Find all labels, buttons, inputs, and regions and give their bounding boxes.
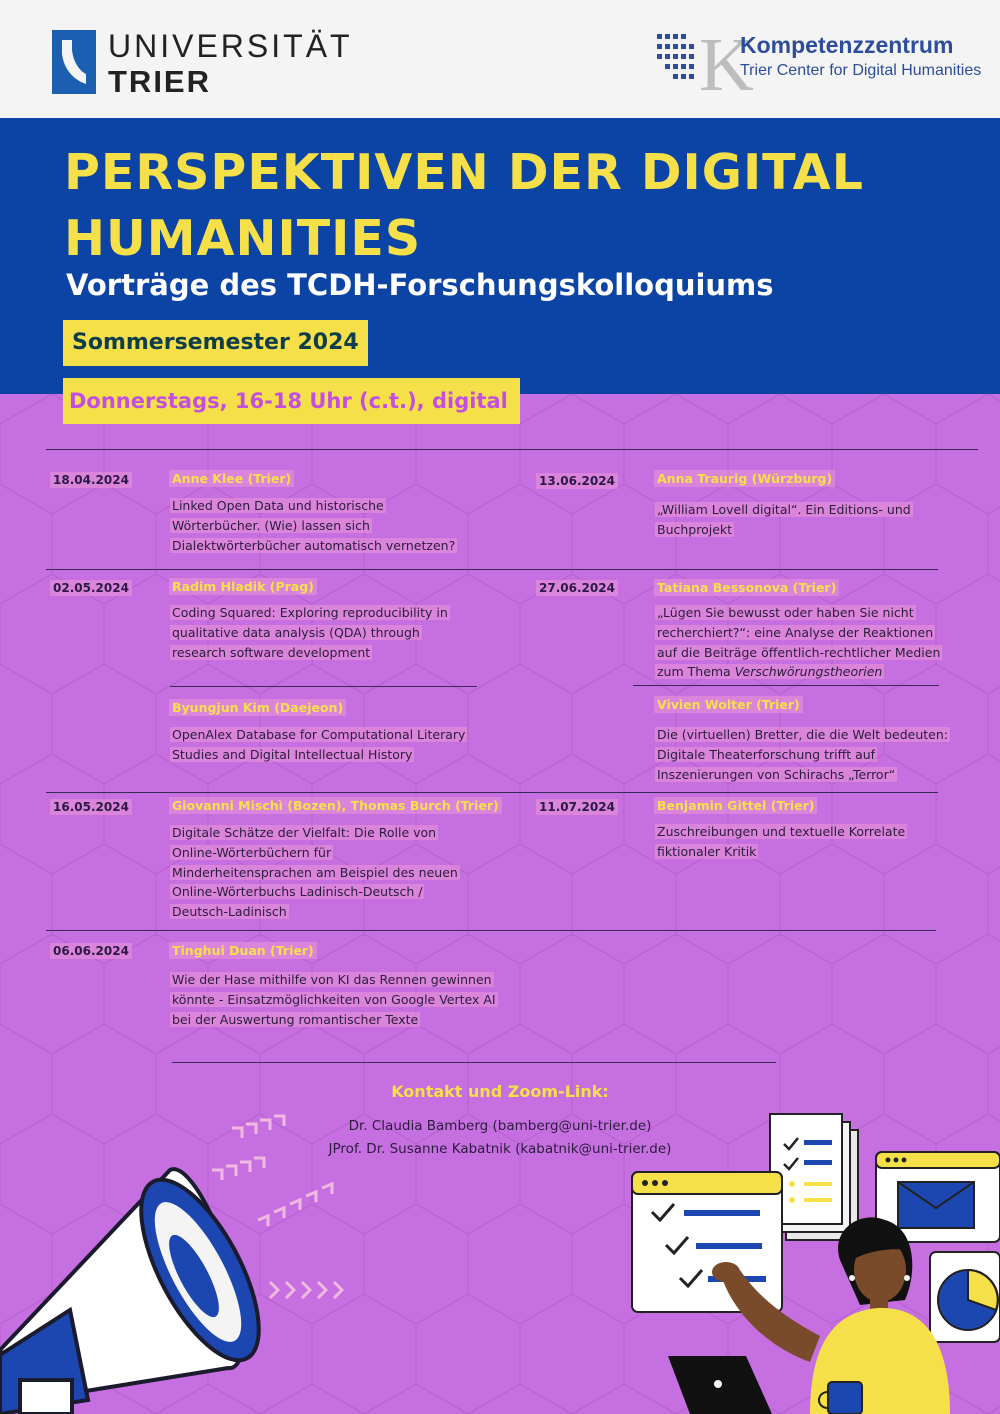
talk-title [170, 725, 467, 765]
svg-text:K: K [699, 23, 754, 107]
talk-title-prefix: zum Thema [657, 664, 735, 680]
talk-title-line: fiktionaler Kritik [657, 843, 757, 859]
divider [633, 685, 939, 686]
talk-date: 13.06.2024 [536, 473, 618, 489]
schedule-note-badge: Donnerstags, 16-18 Uhr (c.t.), digital [63, 378, 520, 424]
talk-title-line: könnte - Einsatzmöglichkeiten von Google Vertex AI [172, 991, 496, 1007]
megaphone-icon [0, 1163, 282, 1414]
center-subtitle: Trier Center for Digital Humanities [740, 62, 982, 79]
talk-title-line: Inszenierungen von Schirachs „Terror“ [657, 766, 896, 782]
talk-title [170, 603, 450, 662]
talk-title-line: Dialektwörterbücher automatisch vernetzen? [172, 537, 456, 553]
talk-speaker: Benjamin Gittel (Trier) [654, 797, 817, 814]
talk-title-line: Digitale Theaterforschung trifft auf [657, 746, 876, 762]
talk-title-line: Wörterbücher. (Wie) lassen sich [172, 517, 370, 533]
semester-badge: Sommersemester 2024 [63, 320, 368, 366]
talk-title-line: auf die Beiträge öffentlich-rechtlicher Medien [657, 644, 941, 660]
talk-title-italic: Verschwörungstheorien [734, 664, 883, 680]
talk-speaker: Byungjun Kim (Daejeon) [169, 699, 346, 716]
divider [46, 930, 936, 931]
talk-title-line: research software development [172, 644, 371, 660]
talk-title-line: Wie der Hase mithilfe von KI das Rennen gewinnen [172, 972, 492, 987]
talk-title [655, 500, 913, 540]
talk-title [655, 725, 950, 784]
subtitle: Vorträge des TCDH-Forschungskolloquiums [66, 268, 774, 302]
talk-title-line: Online-Wörterbuchs Ladinisch-Deutsch / [172, 884, 423, 900]
page-title [64, 140, 974, 272]
talk-title-line: Buchprojekt [657, 521, 733, 537]
divider [170, 686, 477, 687]
talk-speaker: Tinghui Duan (Trier) [169, 942, 317, 959]
talk-speaker: Giovanni Mischì (Bozen), Thomas Burch (Trier) [169, 797, 502, 814]
talk-date: 18.04.2024 [50, 472, 132, 488]
divider [46, 792, 938, 793]
tcdh-logo-icon [655, 23, 754, 107]
talk-title-line: Zuschreibungen und textuelle Korrelate [657, 824, 906, 839]
university-name-line2: TRIER [108, 64, 211, 99]
title-line-1: PERSPEKTIVEN DER DIGITAL [64, 144, 864, 201]
university-logo-icon [52, 30, 96, 94]
talk-speaker: Radim Hladik (Prag) [169, 578, 317, 595]
talk-title-line: Digitale Schätze der Vielfalt: Die Rolle von [172, 825, 437, 840]
talk-title-line: „William Lovell digital“. Ein Editions- und [657, 502, 911, 517]
talk-title [170, 823, 460, 922]
talk-title-line [655, 664, 884, 679]
talk-title-line: OpenAlex Database for Computational Literary [172, 727, 466, 742]
talk-title-line: Coding Squared: Exploring reproducibility in [172, 605, 448, 620]
talk-title [655, 822, 907, 862]
talk-title-line: bei der Auswertung romantischer Texte [172, 1011, 419, 1027]
checklist-icon [770, 1114, 858, 1240]
divider [46, 569, 938, 570]
task-window-icon [632, 1172, 782, 1312]
talk-date: 11.07.2024 [536, 799, 618, 815]
pie-window-icon [930, 1252, 1000, 1342]
talk-title-line: recherchiert?“: eine Analyse der Reaktionen [657, 624, 934, 640]
university-name-line1: UNIVERSITÄT [108, 28, 353, 64]
center-name: Kompetenzzentrum [740, 32, 954, 58]
illustration [0, 1100, 1000, 1414]
talk-title-line: qualitative data analysis (QDA) through [172, 624, 420, 640]
talk-title [170, 970, 498, 1029]
talk-title [655, 603, 942, 682]
title-line-2: HUMANITIES [64, 210, 422, 267]
talk-title-line: Linked Open Data und historische [172, 498, 384, 513]
contact-person-1: Dr. Claudia Bamberg (bamberg@uni-trier.de) [348, 1118, 652, 1134]
laptop-icon [668, 1356, 772, 1414]
talk-title-line: „Lügen Sie bewusst oder haben Sie nicht [657, 605, 914, 620]
talk-title-line: Deutsch-Ladinisch [172, 904, 287, 920]
talk-date: 27.06.2024 [536, 580, 618, 596]
talk-date: 06.06.2024 [50, 943, 132, 959]
talk-date: 02.05.2024 [50, 580, 132, 596]
talk-title-line: Minderheitensprachen am Beispiel des neuen [172, 864, 458, 880]
talk-speaker: Tatiana Bessonova (Trier) [654, 579, 839, 596]
talk-speaker: Anne Klee (Trier) [169, 470, 294, 487]
divider [172, 1062, 776, 1063]
talk-title-line: Die (virtuellen) Bretter, die die Welt bedeuten: [657, 727, 948, 742]
talk-title-line: Online-Wörterbüchern für [172, 844, 332, 860]
talk-title-line: Studies and Digital Intellectual History [172, 746, 413, 762]
contact-person-2: JProf. Dr. Susanne Kabatnik (kabatnik@uni-trier.de) [328, 1141, 672, 1157]
contact-heading: Kontakt und Zoom-Link: [391, 1082, 609, 1101]
divider [46, 449, 978, 450]
talk-date: 16.05.2024 [50, 799, 132, 815]
talk-speaker: Vivien Wolter (Trier) [654, 696, 803, 713]
talk-speaker: Anna Traurig (Würzburg) [654, 470, 835, 487]
talk-title [170, 496, 457, 555]
